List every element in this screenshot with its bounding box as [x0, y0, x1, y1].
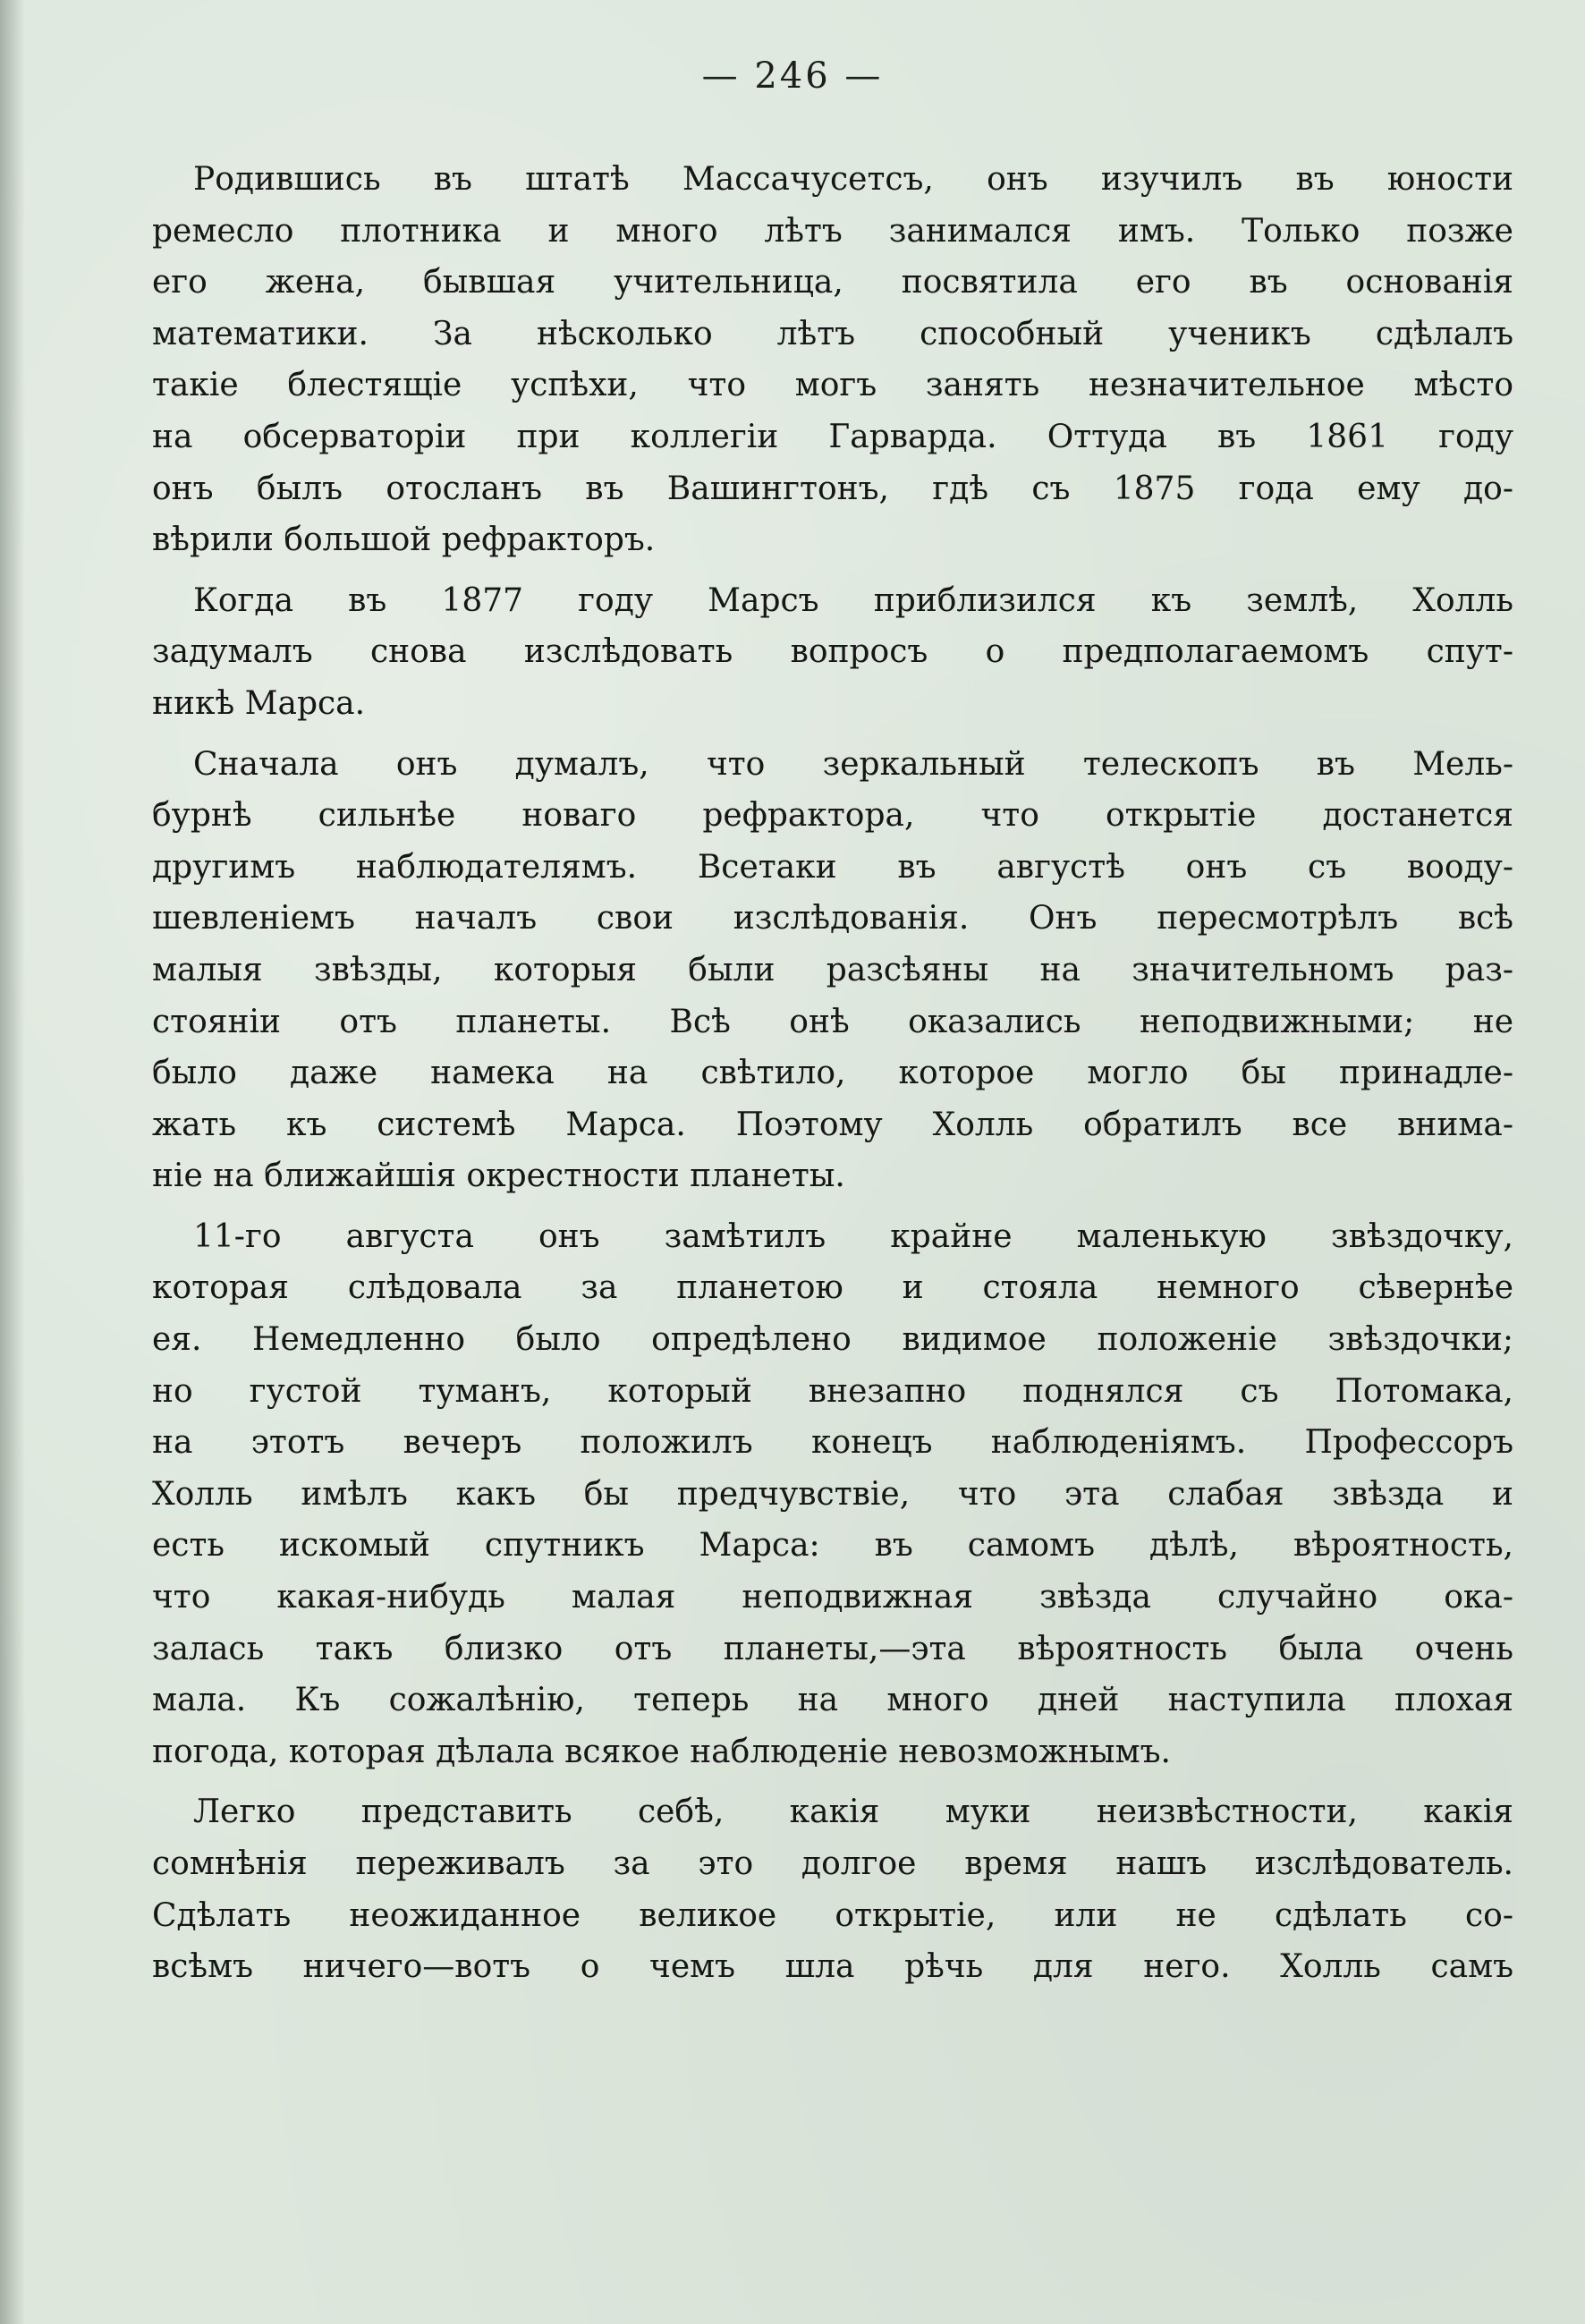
text-line: на обсерваторіи при коллегіи Гарварда. Оттуда въ 1861 году — [152, 418, 1513, 455]
text-line: сомнѣнія переживалъ за это долгое время нашъ изслѣдователь. — [152, 1845, 1513, 1882]
text-line: ремесло плотника и много лѣтъ занимался имъ. Только позже — [152, 212, 1513, 250]
text-line: вѣрили большой рефракторъ. — [152, 522, 656, 559]
text-line: на этотъ вечеръ положилъ конецъ наблюденіямъ. Профессоръ — [152, 1424, 1513, 1462]
text-line: шевленіемъ началъ свои изслѣдованія. Онъ пересмотрѣлъ всѣ — [152, 900, 1513, 937]
text-line: никѣ Марса. — [152, 684, 366, 722]
text-line: ея. Немедленно было опредѣлено видимое положеніе звѣздочки; — [152, 1321, 1513, 1359]
text-line: жать къ системѣ Марса. Поэтому Холль обратилъ все внима- — [152, 1106, 1513, 1143]
text-line: 11-го августа онъ замѣтилъ крайне маленькую звѣздочку, — [193, 1217, 1513, 1255]
paragraph-2 — [152, 575, 1513, 730]
text-line: Легко представить себѣ, какія муки неизвѣстности, какія — [193, 1794, 1513, 1831]
text-line: всѣмъ ничего—вотъ о чемъ шла рѣчь для него. Холль самъ — [152, 1948, 1513, 1986]
page-number: — 246 — — [701, 55, 884, 97]
text-line: малыя звѣзды, которыя были разсѣяны на значительномъ раз- — [152, 951, 1513, 988]
text-line: которая слѣдовала за планетою и стояла немного сѣвернѣе — [152, 1269, 1513, 1307]
page-edge-shadow — [0, 0, 25, 2324]
text-line: Сначала онъ думалъ, что зеркальный телескопъ въ Мель- — [193, 745, 1513, 783]
text-line: бурнѣ сильнѣе новаго рефрактора, что открытіе достанется — [152, 797, 1513, 835]
body-text — [152, 154, 1513, 1993]
text-line: задумалъ снова изслѣдовать вопросъ о предполагаемомъ спут- — [152, 633, 1513, 671]
text-line: стояніи отъ планеты. Всѣ онѣ оказались неподвижными; не — [152, 1003, 1513, 1040]
text-line: другимъ наблюдателямъ. Всетаки въ августѣ онъ съ вооду- — [152, 848, 1513, 886]
text-line: что какая-нибудь малая неподвижная звѣзда случайно ока- — [152, 1579, 1513, 1616]
text-line: Родившись въ штатѣ Массачусетсъ, онъ изучилъ въ юности — [193, 161, 1513, 198]
text-line: математики. За нѣсколько лѣтъ способный ученикъ сдѣлалъ — [152, 315, 1513, 352]
paragraph-5 — [152, 1786, 1513, 1992]
text-line: его жена, бывшая учительница, посвятила его въ основанія — [152, 264, 1513, 301]
paragraph-1 — [152, 154, 1513, 566]
paragraph-3 — [152, 739, 1513, 1202]
text-line: онъ былъ отосланъ въ Вашингтонъ, гдѣ съ 1875 года ему до- — [152, 470, 1513, 507]
text-line: Сдѣлать неожиданное великое открытіе, или не сдѣлать со- — [152, 1896, 1513, 1934]
text-line: но густой туманъ, который внезапно поднялся съ Потомака, — [152, 1372, 1513, 1410]
paragraph-4 — [152, 1211, 1513, 1778]
text-line: погода, которая дѣлала всякое наблюденіе невозможнымъ. — [152, 1733, 1171, 1770]
text-line: такіе блестящіе успѣхи, что могъ занять незначительное мѣсто — [152, 367, 1513, 404]
text-line: Холль имѣлъ какъ бы предчувствіе, что эта слабая звѣзда и — [152, 1475, 1513, 1513]
text-line: было даже намека на свѣтило, которое могло бы принадле- — [152, 1055, 1513, 1092]
text-line: мала. Къ сожалѣнію, теперь на много дней наступила плохая — [152, 1682, 1513, 1719]
text-line: Когда въ 1877 году Марсъ приблизился къ землѣ, Холль — [193, 581, 1513, 619]
text-line: ніе на ближайшія окрестности планеты. — [152, 1158, 845, 1195]
text-line: залась такъ близко отъ планеты,—эта вѣроятность была очень — [152, 1630, 1513, 1667]
text-line: есть искомый спутникъ Марса: въ самомъ дѣлѣ, вѣроятность, — [152, 1527, 1513, 1565]
